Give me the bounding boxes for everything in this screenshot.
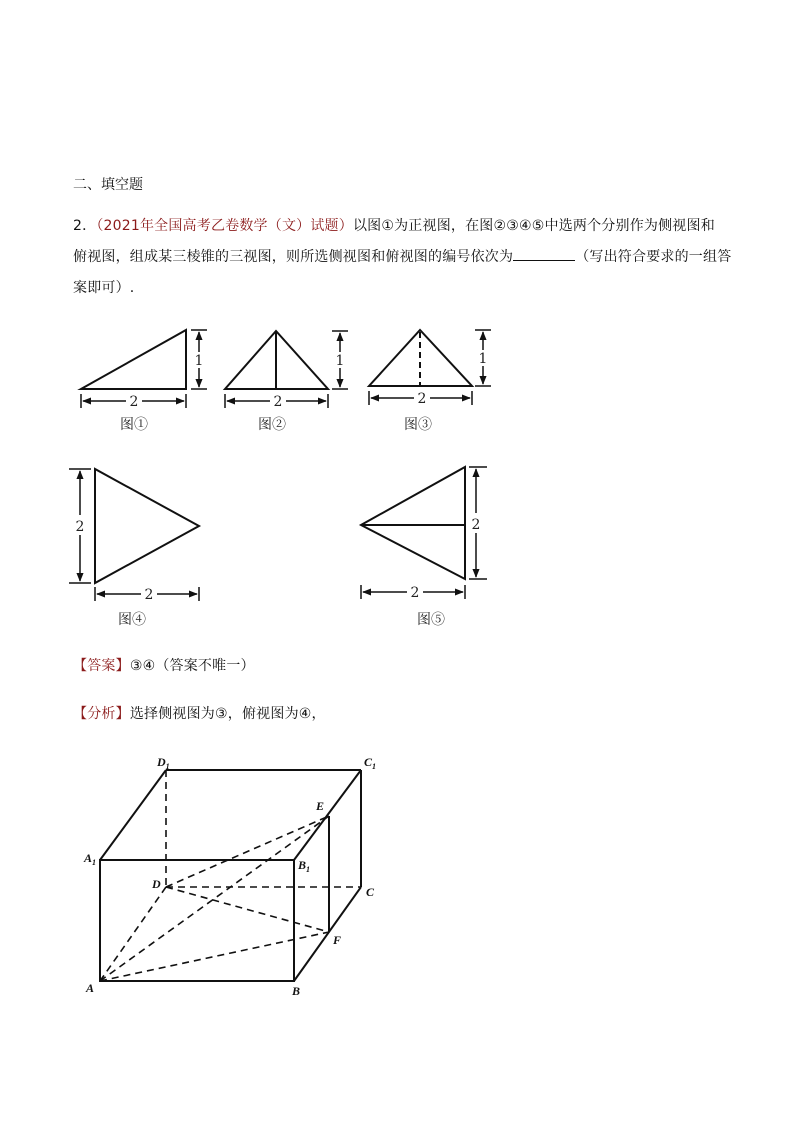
label-d1: $D_1$ (157, 755, 170, 771)
label-b1: $B_1$ (298, 858, 311, 874)
figure-1 (81, 330, 207, 408)
hidden-d-e (166, 816, 329, 887)
figure-4-caption: 图④ (118, 612, 146, 628)
edge-a1-d1 (100, 770, 166, 860)
figure-1-width-label: 2 (129, 394, 139, 410)
label-b: B (292, 984, 301, 998)
figure-4 (69, 469, 199, 601)
edge-c-b (294, 887, 361, 981)
figure-4-width-label: 2 (144, 587, 154, 603)
question-source: （2021年全国高考乙卷数学（文）试题） (96, 218, 353, 234)
label-e: E (316, 799, 325, 813)
front-face (100, 860, 294, 981)
figure-3-height-label: 1 (478, 351, 488, 367)
analysis-text: 选择侧视图为③，俯视图为④， (129, 706, 326, 722)
figure-5-triangle (361, 467, 465, 579)
figure-3 (369, 330, 491, 405)
figure-5-height-label: 2 (471, 517, 481, 533)
figure-1-height-label: 1 (194, 353, 204, 369)
answer-text: ③④（答案不唯一） (129, 658, 255, 674)
figure-2-caption: 图② (258, 417, 286, 433)
label-d: D (152, 877, 161, 891)
figure-5-caption: 图⑤ (417, 612, 445, 628)
analysis-tag: 【分析】 (73, 706, 130, 722)
question-text-1: 以图①为正视图，在图②③④⑤中选两个分别作为侧视图和 (352, 218, 715, 234)
figure-1-caption: 图① (120, 417, 148, 433)
label-a: A (86, 981, 95, 995)
figure-2 (225, 331, 348, 408)
question-line-3: 案即可）. (73, 280, 135, 296)
hidden-d-f (166, 887, 329, 932)
question-number: 2． (73, 218, 97, 234)
question-text-2: 俯视图，组成某三棱锥的三视图，则所选侧视图和俯视图的编号依次为 (73, 249, 514, 265)
figure-5 (361, 467, 487, 599)
answer-tag: 【答案】 (73, 658, 130, 674)
figure-4-height-label: 2 (75, 519, 85, 535)
figure-3-caption: 图③ (404, 417, 432, 433)
question-text-3: （写出符合要求的一组答 (575, 249, 732, 265)
label-f: F (333, 933, 342, 947)
figure-3-width-label: 2 (417, 391, 427, 407)
edge-c1-b1 (294, 770, 361, 860)
figure-5-width-label: 2 (410, 585, 420, 601)
hidden-d-a (100, 887, 166, 981)
analysis-line (73, 703, 326, 723)
label-c1: $C_1$ (364, 755, 377, 771)
label-c: C (366, 885, 375, 899)
label-a1: $A_1$ (84, 851, 97, 867)
figure-2-height-label: 1 (335, 353, 345, 369)
figure-1-triangle (81, 330, 186, 389)
figure-4-triangle (95, 469, 199, 583)
section-title: 二、填空题 (73, 177, 143, 193)
figure-2-width-label: 2 (273, 394, 283, 410)
answer-line (73, 655, 255, 675)
